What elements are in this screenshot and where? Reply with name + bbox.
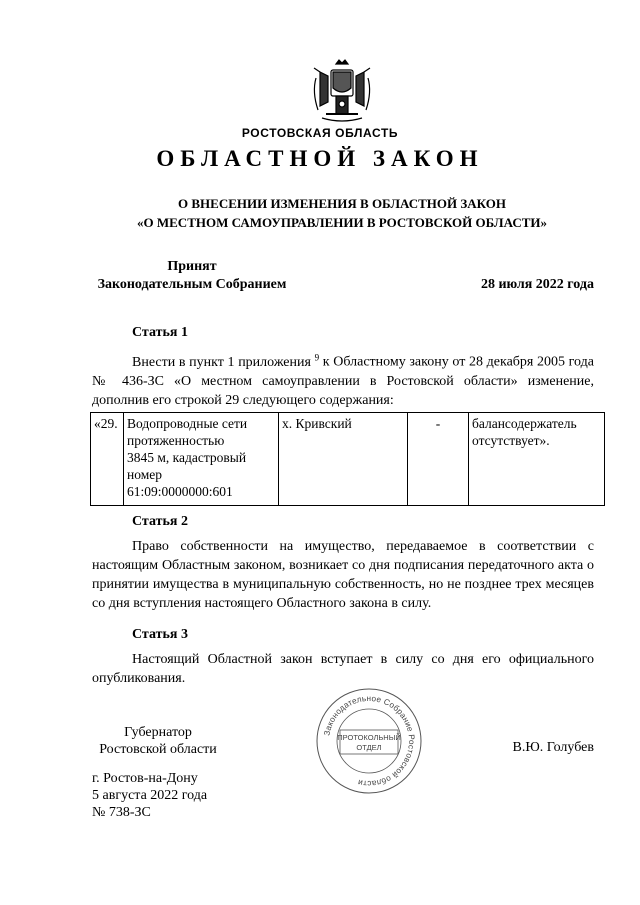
article-3-text: Настоящий Областной закон вступает в силу со дня его официального опубликования. [92, 652, 594, 686]
stamp-inner-line-1: ПРОТОКОЛЬНЫЙ [337, 733, 401, 742]
stamp-ring-text: Законодательное Собрание Ростовской области [322, 693, 417, 789]
adoption-date: 28 июля 2022 года [480, 277, 594, 292]
subtitle-line-2: «О МЕСТНОМ САМОУПРАВЛЕНИИ В РОСТОВСКОЙ ОБЛАСТИ» [137, 215, 547, 230]
article-1-text-start: Внести в пункт 1 приложения $^9$ [132, 352, 320, 370]
article-1-heading: Статья 1 [132, 325, 188, 340]
adoption-block [92, 258, 292, 294]
table-row [91, 413, 605, 506]
article-3-heading: Статья 3 [132, 627, 188, 642]
position-line-2: Ростовской области [99, 742, 217, 757]
article-1-text [92, 348, 594, 410]
issue-city: г. Ростов-на-Дону [92, 771, 198, 786]
article-1-text-end: к Областному закону от 28 декабря 2005 года № 436-ЗС «О местном самоуправлении в Ростовской области» изменение, дополнив его строкой 29 следующего содержания: [92, 354, 594, 408]
row-number-cell: «29. [91, 413, 124, 506]
amendment-table [90, 412, 605, 506]
object-line: 3845 м, кадастровый [127, 450, 247, 465]
subtitle-line-1: О ВНЕСЕНИИ ИЗМЕНЕНИЯ В ОБЛАСТНОЙ ЗАКОН [178, 196, 506, 211]
object-line: 61:09:0000000:601 [127, 484, 233, 499]
article-1-superscript-mark: 9 [314, 352, 320, 362]
law-title: ОБЛАСТНОЙ ЗАКОН [156, 146, 484, 171]
law-subtitle [90, 194, 594, 232]
region-name: РОСТОВСКАЯ ОБЛАСТЬ [241, 126, 399, 140]
article-2-heading: Статья 2 [132, 514, 188, 529]
object-cell [124, 413, 279, 506]
location-cell: х. Кривский [279, 413, 408, 506]
adoption-line-2: Законодательным Собранием [97, 277, 287, 292]
dash-cell: - [408, 413, 469, 506]
issue-details [92, 770, 207, 821]
object-line: номер [127, 467, 163, 482]
position-line-1: Губернатор [124, 725, 192, 740]
coat-of-arms-emblem [306, 58, 378, 126]
adoption-line-1: Принят [167, 259, 217, 274]
holder-cell [469, 413, 605, 506]
holder-line: балансодержатель [472, 416, 577, 431]
stamp-inner-line-2: ОТДЕЛ [356, 743, 382, 752]
signatory-name: В.Ю. Голубев [512, 740, 594, 755]
article-2-text: Право собственности на имущество, передаваемое в соответствии с настоящим Областным законом, возникает со дня подписания передаточного акта о принятии имущества в муниципальную собственность, но не позднее трех месяцев со дня вступления настоящего Областного закона в силу. [92, 539, 594, 611]
law-number: № 738-ЗС [92, 805, 151, 820]
holder-line: отсутствует». [472, 433, 550, 448]
object-line: протяженностью [127, 433, 225, 448]
official-stamp [314, 686, 424, 796]
signatory-position [90, 724, 226, 758]
issue-date: 5 августа 2022 года [92, 788, 208, 803]
object-line: Водопроводные сети [127, 416, 248, 431]
